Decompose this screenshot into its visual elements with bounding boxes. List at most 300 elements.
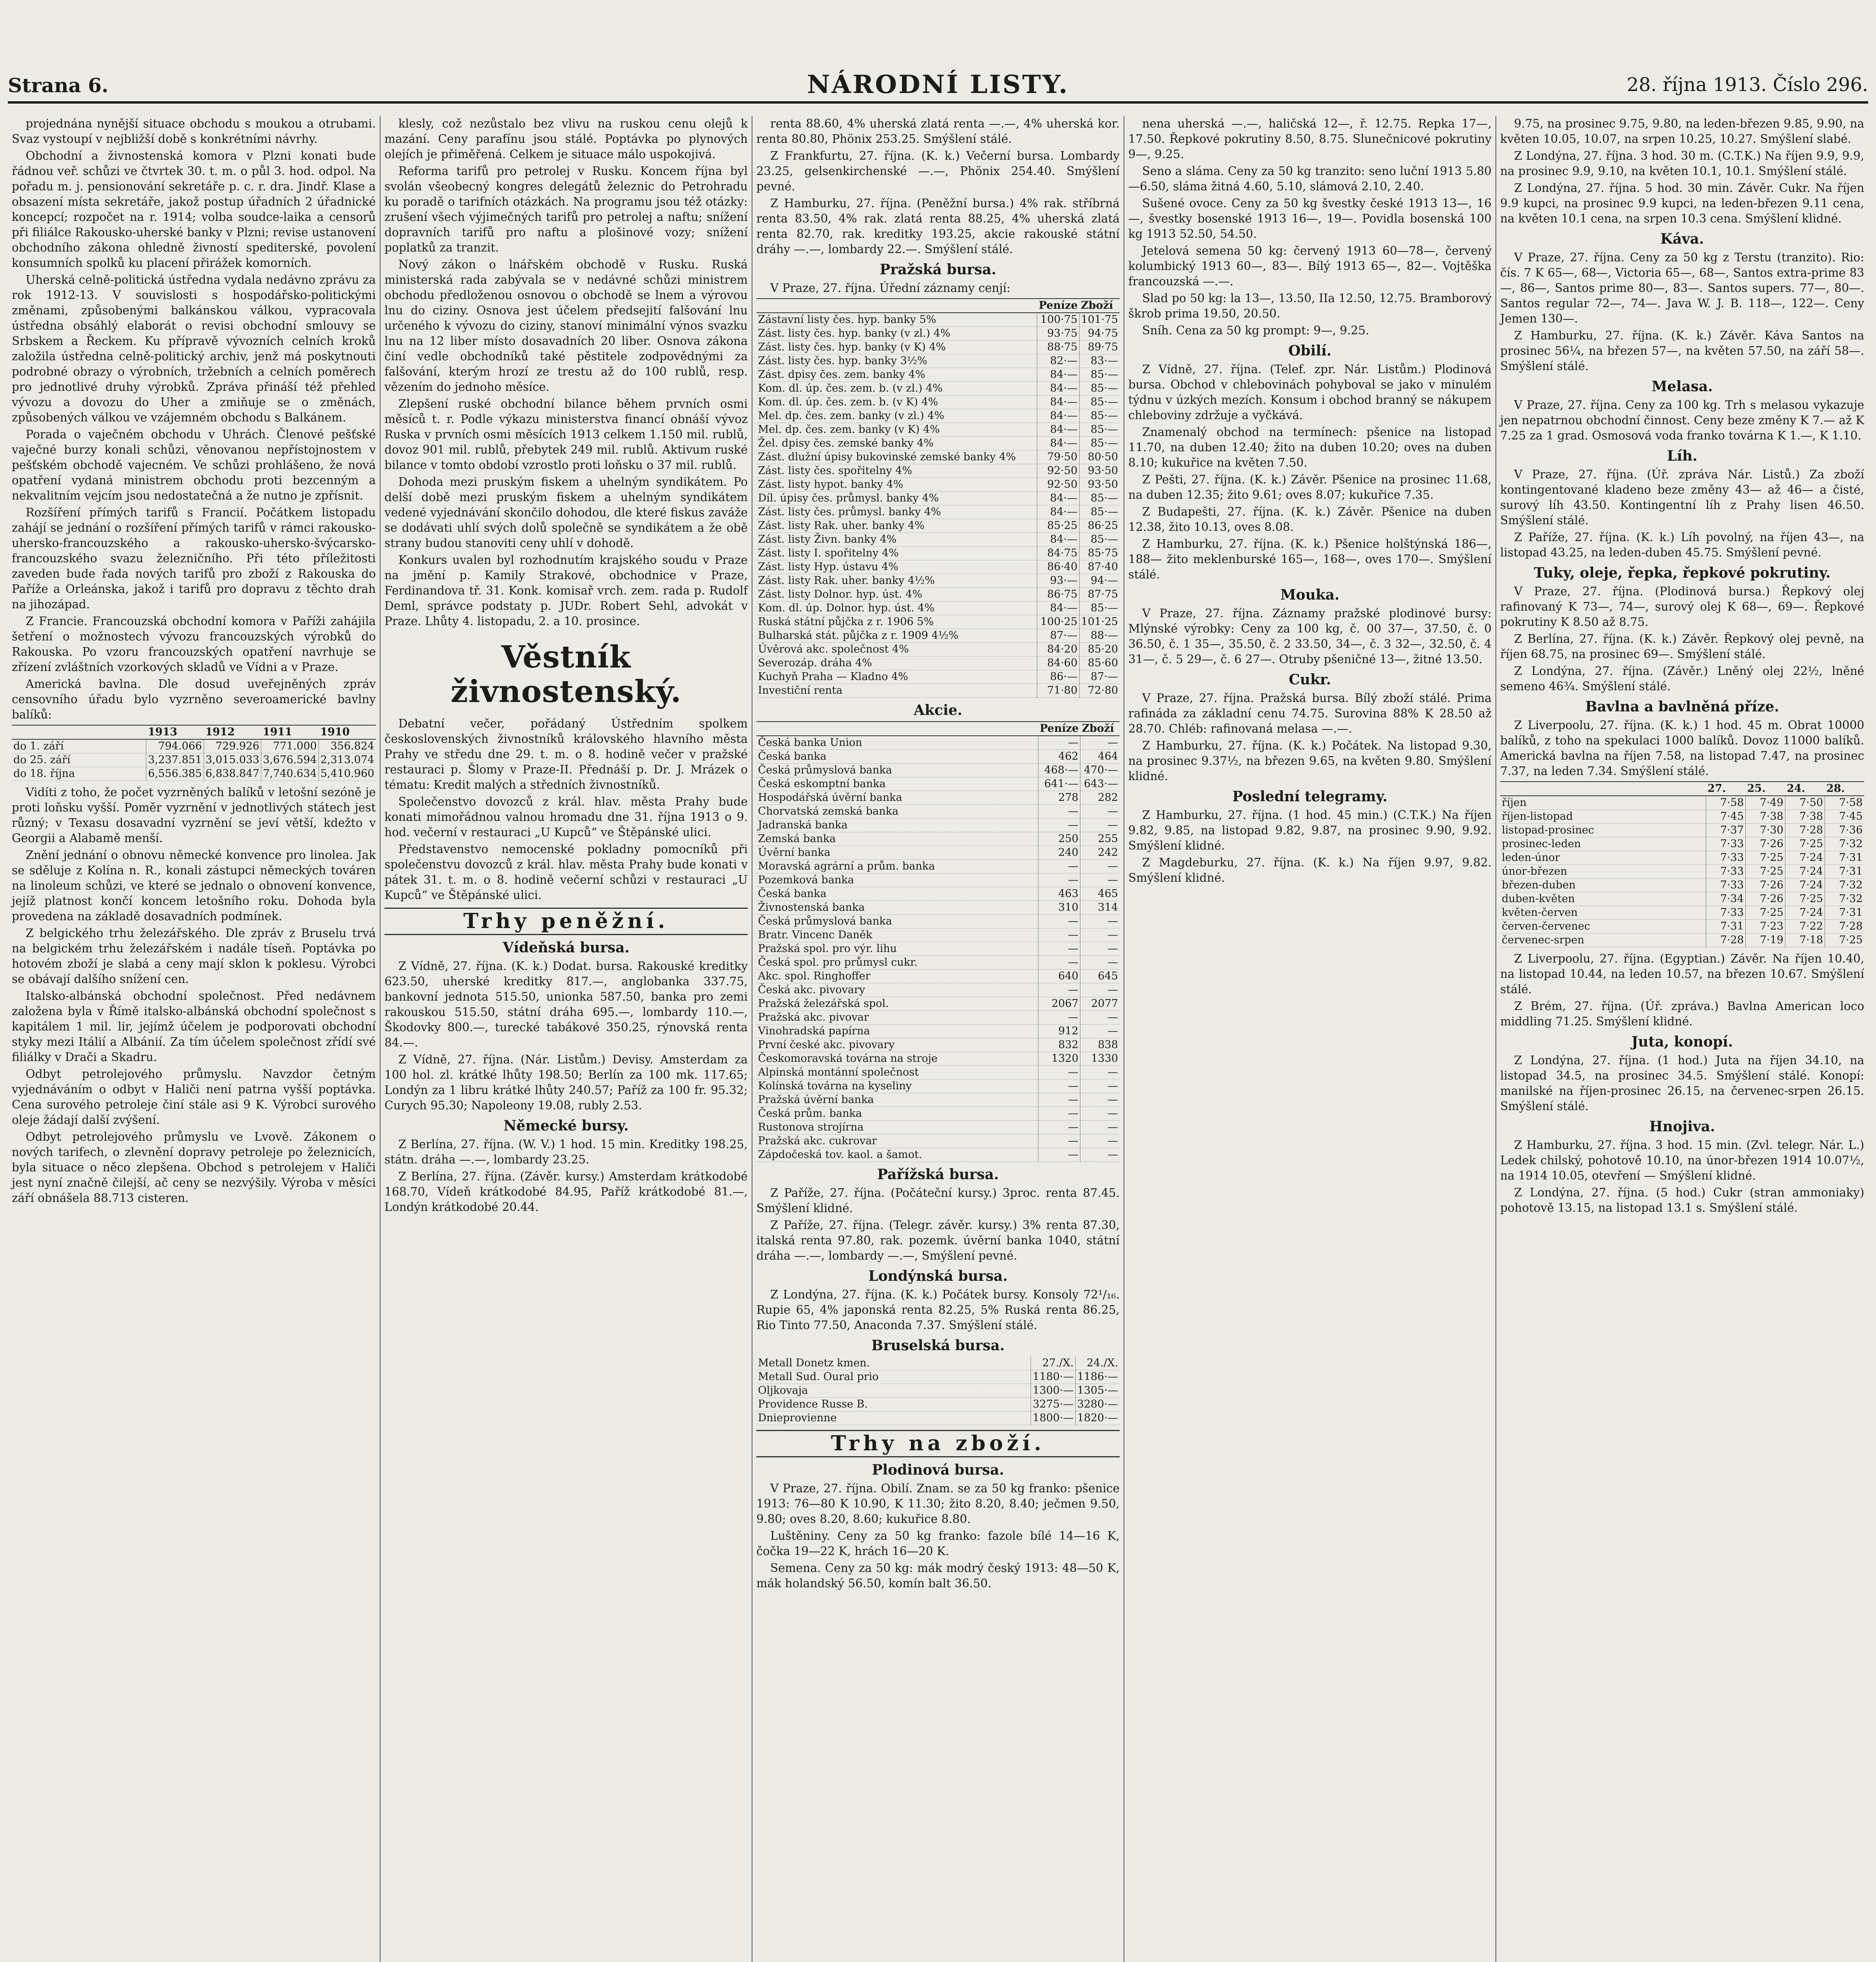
table-cell: První české akc. pivovary	[756, 1038, 1038, 1052]
table-cell: 7·33	[1706, 851, 1746, 865]
table-cell: Zást. listy čes. hyp. banky (v K) 4%	[756, 341, 1037, 354]
table-row	[756, 860, 1120, 873]
table-cell: listopad-prosinec	[1500, 824, 1706, 837]
table-cell: Žel. dpisy čes. zemské banky 4%	[756, 437, 1037, 450]
table-cell: 7·25	[1785, 837, 1825, 851]
article-paragraph: Z Hamburku, 27. října. 3 hod. 15 min. (Zvl. telegr. Nár. L.) Ledek chilský, pohotově 10.10, na únor-březen 1914 10.07½, na 1914 10.05, otevření — Smýšlení klidné.	[1500, 1138, 1864, 1182]
table-cell: —	[1080, 1011, 1120, 1025]
table-cell: 464	[1080, 750, 1120, 764]
table-row	[756, 1066, 1120, 1079]
table-cell: Pražská úvěrní banka	[756, 1093, 1038, 1107]
table-cell: 88·75	[1037, 341, 1079, 354]
table-cell: 83·—	[1079, 354, 1120, 368]
subsection-title: Pařížská bursa.	[877, 1166, 999, 1183]
table-cell: Zást. listy Dolnor. hyp. úst. 4%	[756, 588, 1037, 602]
table-cell: 7·26	[1746, 892, 1785, 906]
table-cell: 6,838.847	[204, 767, 261, 781]
table-cell: 250	[1038, 832, 1080, 846]
table-cell: 832	[1038, 1038, 1080, 1052]
table-cell: 87·40	[1079, 560, 1120, 574]
table-cell: Zást. listy čes. hyp. banky 3½%	[756, 354, 1037, 368]
article-paragraph: 9.75, na prosinec 9.75, 9.80, na leden-březen 9.85, 9.90, na květen 10.05, 10.07, na srpen 10.25, 10.27. Smýšlení slabé.	[1500, 117, 1864, 146]
table-cell: Alpinská montánní společnost	[756, 1066, 1038, 1079]
table-cell: 84·—	[1037, 423, 1079, 437]
table-row	[756, 805, 1120, 819]
table-cell: Metall Sud. Oural prio	[756, 1370, 1031, 1384]
table-cell: Zást. dpisy čes. zem. banky 4%	[756, 368, 1037, 382]
table-cell: 86·—	[1037, 670, 1079, 684]
table-cell: Zást. listy čes. hyp. banky (v zl.) 4%	[756, 327, 1037, 341]
table-header: 24.	[1785, 782, 1825, 796]
table-row	[756, 450, 1120, 464]
table-cell: 100·75	[1037, 313, 1079, 327]
table-cell: —	[1080, 983, 1120, 997]
table-cell: —	[1038, 983, 1080, 997]
table-cell: —	[1080, 1079, 1120, 1093]
table-cell: 85·—	[1079, 492, 1120, 505]
table-cell: Zemská banka	[756, 832, 1038, 846]
table-header	[756, 299, 1037, 313]
table-cell: 7·24	[1785, 851, 1825, 865]
table-cell: 85·—	[1079, 409, 1120, 423]
table-row	[756, 832, 1120, 846]
article-paragraph: Reforma tarifů pro petrolej v Rusku. Koncem října byl svolán všeobecný kongres delegátů železnic do Petrohradu ku poradě o tarifních otázkách. Na programu jsou též otázky: zrušení všech výjimečných tarifů pro petrolej a naftu; snížení dopravních tarifů pro naftu a plošinové vozy; snížení poplatků za tranzit.	[384, 164, 748, 254]
table-cell: 641·—	[1038, 777, 1080, 791]
subsection-title: Cukr.	[1289, 671, 1331, 688]
table-row	[1500, 810, 1864, 824]
table-cell: 356.824	[319, 739, 376, 753]
table-cell: 7·19	[1746, 934, 1785, 947]
table-row	[756, 684, 1120, 698]
table-cell: říjen	[1500, 796, 1706, 810]
table-row	[756, 533, 1120, 547]
table-header	[12, 725, 146, 739]
table-cell: —	[1080, 1121, 1120, 1134]
table-row	[756, 1370, 1120, 1384]
table-header: 27.	[1706, 782, 1746, 796]
article-paragraph: Rozšíření přímých tarifů s Francií. Počátkem listopadu zahájí se jednání o rozšíření přímých tarifů v rámci rakousko-uhersko-francouzského a rakousko-uhersko-švýcarsko-francouzského svazu železničního. Při této příležitosti zaveden bude řada nových tarifů pro zboží z Rakouska do Paříže a Orleánska, jakož i tarifů pro dopravu z těchto drah na jihozápad.	[12, 506, 376, 611]
table-row	[756, 928, 1120, 942]
article-paragraph: Odbyt petrolejového průmyslu ve Lvově. Zákonem o nových tarifech, o zlevnění dopravy petroleje po železnicích, byla situace o něco zlepšena. Obchod s petrolejem v Haliči jest nyní značně čilejší, ač ceny se nezvýšily. Výroba v měsíci září obnášela 88.713 cisteren.	[12, 1130, 376, 1205]
table-cell: Bratr. Vincenc Daněk	[756, 928, 1038, 942]
table-cell: do 1. září	[12, 739, 146, 753]
table-cell: 7·34	[1706, 892, 1746, 906]
subsection-title: Bruselská bursa.	[871, 1337, 1005, 1354]
table-cell: 7·25	[1746, 906, 1785, 920]
table-row	[12, 739, 376, 753]
table-cell: květen-červen	[1500, 906, 1706, 920]
table-row	[756, 736, 1120, 750]
table-cell: 79·50	[1037, 450, 1079, 464]
table-cell: Zást. dlužní úpisy bukovinské zemské banky 4%	[756, 450, 1037, 464]
table-row	[756, 643, 1120, 656]
table-cell: Investiční renta	[756, 684, 1037, 698]
table-cell: 7·25	[1746, 865, 1785, 879]
article-paragraph: Z Pešti, 27. října. (K. k.) Závěr. Pšenice na prosinec 11.68, na duben 12.35; žito 9.61; oves 8.07; kukuřice 7.35.	[1128, 473, 1492, 501]
column-2	[380, 116, 752, 1962]
table-row	[1500, 906, 1864, 920]
article-paragraph: Z Brém, 27. října. (Úř. zpráva.) Bavlna American loco middling 71.25. Smýšlení klidné.	[1500, 999, 1864, 1028]
table-cell: únor-březen	[1500, 865, 1706, 879]
table-cell: Rustonova strojírna	[756, 1121, 1038, 1134]
table-cell: Moravská agrární a prům. banka	[756, 860, 1038, 873]
subsection-title: Káva.	[1660, 231, 1704, 247]
table-cell: 1820·—	[1075, 1411, 1120, 1425]
table-cell: 7·31	[1825, 851, 1865, 865]
article-paragraph: Z Hamburku, 27. října. (Peněžní bursa.) 4% rak. stříbrná renta 83.50, 4% rak. zlatá renta 88.25, 4% uherská zlatá renta 82.70, rak. kreditky 193.25, akcie rakouské státní dráhy —.—, lombardy 22.—. Smýšlení stálé.	[756, 197, 1120, 256]
article-paragraph: Obchodní a živnostenská komora v Plzni konati bude řádnou veř. schůzi ve čtvrtek 30. t. m. o půl 3. hod. odpol. Na pořadu m. j. pensionování sekretáře p. c. r. dra. Jindř. Klase a obsazení místa sekretáře, jakož postup úřadních 2 úřadnické koncepcí; rozpočet na r. 1914; volba soudce-laika a censorů při filiálce Rakousko-uherské banky v Plzni; revise ustanovení obchodního zákona ohledně živností spediterské, povolení konsumních spolků ku placení přirážek komorních.	[12, 149, 376, 270]
table-cell: 240	[1038, 846, 1080, 860]
table-cell: 794.066	[146, 739, 204, 753]
table-cell: 7·24	[1785, 906, 1825, 920]
table-cell: 1320	[1038, 1052, 1080, 1066]
table-cell: 85·75	[1079, 547, 1120, 560]
table-cell: 7·32	[1825, 892, 1865, 906]
table-cell: 86·25	[1079, 519, 1120, 533]
table-cell: Česká eskomptní banka	[756, 777, 1038, 791]
table-header: 1912	[204, 725, 261, 739]
article-paragraph: klesly, což nezůstalo bez vlivu na ruskou cenu olejů k mazání. Ceny parafínu jsou stálé. Poptávka po plynových olejích je přiměřená. Celkem je situace málo uspokojivá.	[384, 117, 748, 161]
table-cell: 771.000	[261, 739, 319, 753]
table-cell: 912	[1038, 1025, 1080, 1038]
subsection-title: Melasa.	[1652, 378, 1713, 395]
table-cell: 7·58	[1825, 796, 1865, 810]
table-cell: 85·—	[1079, 602, 1120, 615]
table-cell: 85·20	[1079, 643, 1120, 656]
table-cell: 92·50	[1037, 478, 1079, 492]
article-paragraph: Společenstvo dovozců z král. hlav. města Prahy bude konati mimořádnou valnou hromadu dne 31. října 1913 o 9. hod. večerní v restauraci „U Kupců“ ve Štěpánské ulici.	[384, 795, 748, 839]
table-cell: Metall Donetz kmen.	[756, 1357, 1031, 1370]
table-cell: 93·50	[1079, 478, 1120, 492]
table-cell: Kolínská továrna na kyseliny	[756, 1079, 1038, 1093]
table-cell: 80·50	[1079, 450, 1120, 464]
column-4	[1124, 116, 1495, 1962]
table-cell: 465	[1080, 887, 1120, 901]
article-paragraph: Znamenalý obchod na termínech: pšenice na listopad 11.70, na duben 12.40; žito na duben 10.20; oves na duben 8.10; kukuřice na květen 7.50.	[1128, 425, 1492, 469]
table-cell: —	[1038, 819, 1080, 832]
table-cell: 3,237.851	[146, 753, 204, 767]
table-cell: 3275·—	[1031, 1398, 1075, 1411]
table-cell: 82·—	[1037, 354, 1079, 368]
table-row	[756, 1011, 1120, 1025]
table-cell: 3280·—	[1075, 1398, 1120, 1411]
table-cell: Kom. dl. úp. čes. zem. b. (v K) 4%	[756, 396, 1037, 409]
table-cell: —	[1038, 1134, 1080, 1148]
table-row	[756, 560, 1120, 574]
table-cell: —	[1038, 1107, 1080, 1121]
shares-table	[756, 721, 1120, 1162]
table-cell: 88·—	[1079, 629, 1120, 643]
table-cell: Zápdočeská tov. kaol. a šamot.	[756, 1148, 1038, 1162]
table-header: Peníze	[1037, 299, 1079, 313]
table-row	[756, 1107, 1120, 1121]
table-cell: 84·—	[1037, 533, 1079, 547]
table-cell: 463	[1038, 887, 1080, 901]
article-paragraph: Z Hamburku, 27. října. (K. k.) Závěr. Káva Santos na prosinec 56¼, na březen 57—, na květen 57.50, na září 58—. Smýšlení stálé.	[1500, 329, 1864, 373]
table-row	[756, 887, 1120, 901]
article-paragraph: Slad po 50 kg: la 13—, 13.50, IIa 12.50, 12.75. Bramborový škrob prima 19.50, 20.50.	[1128, 292, 1492, 320]
table-cell: 92·50	[1037, 464, 1079, 478]
issue-date: 28. října 1913. Číslo 296.	[1626, 74, 1868, 96]
article-paragraph: V Praze, 27. října. Záznamy pražské plodinové bursy: Mlýnské výrobky: Ceny za 100 kg, č. 00 37—, 37.50, č. 0 36.50, č. 1 35—, 35.50, č. 2 33.50, 34—, č. 3 32—, 32.50, č. 4 31—, č. 5 29—, č. 6 27—. Otruby pšeničné 13—, žitné 13.50.	[1128, 607, 1492, 666]
article-paragraph: Odbyt petrolejového průmyslu. Navzdor četným vyjednáváním o odbyt v Haliči není patrna vyšší poptávka. Cena surového petroleje činí stále asi 9 K. Výrobci surového oleje žádají další zvýšení.	[12, 1067, 376, 1127]
table-cell: —	[1038, 928, 1080, 942]
table-cell: 255	[1080, 832, 1120, 846]
table-cell: duben-květen	[1500, 892, 1706, 906]
table-cell: 2,313.074	[319, 753, 376, 767]
table-cell: leden-únor	[1500, 851, 1706, 865]
table-cell: Akc. spol. Ringhoffer	[756, 970, 1038, 983]
table-cell: 7·25	[1746, 851, 1785, 865]
article-paragraph: V Praze, 27. října. Pražská bursa. Bílý zboží stálé. Prima rafináda za základní cenu 74.75. Surovina 88% K 28.50 až 28.70. Chléb: rafinovaná melasa —.—.	[1128, 691, 1492, 735]
table-cell: Úvěrová akc. společnost 4%	[756, 643, 1037, 656]
table-cell: 7·33	[1706, 906, 1746, 920]
table-cell: 84·—	[1037, 602, 1079, 615]
table-cell: červen-červenec	[1500, 920, 1706, 934]
table-cell: 89·75	[1079, 341, 1120, 354]
table-row	[756, 942, 1120, 956]
article-paragraph: Z Frankfurtu, 27. října. (K. k.) Večerní bursa. Lombardy 23.25, gelsenkirchenské —.—, Phönix 254.40. Smýšlení pevné.	[756, 149, 1120, 193]
subsection-title: Vídeňská bursa.	[503, 939, 630, 956]
table-cell: —	[1038, 915, 1080, 928]
table-cell: 72·80	[1079, 684, 1120, 698]
table-row	[756, 997, 1120, 1011]
table-cell: —	[1080, 805, 1120, 819]
table-cell: —	[1038, 942, 1080, 956]
table-cell: Kuchyň Praha — Kladno 4%	[756, 670, 1037, 684]
table-cell: Zást. listy hypot. banky 4%	[756, 478, 1037, 492]
table-cell: Zást. listy Hyp. ústavu 4%	[756, 560, 1037, 574]
table-row	[756, 1357, 1120, 1370]
article-paragraph: Sníh. Cena za 50 kg prompt: 9—, 9.25.	[1142, 324, 1370, 337]
table-cell: 468·—	[1038, 764, 1080, 777]
article-paragraph: Z Vídně, 27. října. (K. k.) Dodat. bursa. Rakouské kreditky 623.50, uherské kreditky 817.—, anglobanka 337.75, bankovní jednota 515.50, unionka 587.50, banka pro zemi rakouskou 515.50, státní dráha 695.—, lombardy 110.—, Škodovky 800.—, turecké tabákové 350.25, rýnovská renta 84.—.	[384, 959, 748, 1049]
table-cell: říjen-listopad	[1500, 810, 1706, 824]
table-cell: —	[1080, 873, 1120, 887]
table-cell: Oljkovaja	[756, 1384, 1031, 1398]
table-row	[756, 656, 1120, 670]
article-paragraph: Z Magdeburku, 27. října. (K. k.) Na říjen 9.97, 9.82. Smýšlení klidné.	[1128, 856, 1492, 884]
table-row	[756, 970, 1120, 983]
table-cell: 93·—	[1037, 574, 1079, 588]
table-cell: —	[1080, 942, 1120, 956]
table-cell: —	[1080, 1134, 1120, 1148]
table-row	[12, 753, 376, 767]
table-cell: 6,556.385	[146, 767, 204, 781]
table-cell: 7·32	[1825, 879, 1865, 892]
subsection-title: Londýnská bursa.	[868, 1268, 1008, 1284]
table-header	[756, 722, 1038, 736]
table-row	[756, 409, 1120, 423]
cotton-table	[12, 725, 376, 781]
article-paragraph: Zlepšení ruské obchodní bilance během prvních osmi měsíců t. r. Podle výkazu ministerstva financí obnáší vývoz Ruska v prvních osmi měsících 1913 celkem 1.150 mil. rublů, dovoz 901 mil. rublů, přebytek 249 mil. rublů. Aktivum ruské bilance v tomto období vzrostlo proti loňsku o 37 mil. rublů.	[384, 397, 748, 472]
table-cell: 71·80	[1037, 684, 1079, 698]
table-row	[756, 1398, 1120, 1411]
table-row	[756, 873, 1120, 887]
table-row	[756, 750, 1120, 764]
masthead-title: NÁRODNÍ LISTY.	[807, 70, 1069, 99]
table-cell: —	[1080, 1066, 1120, 1079]
table-cell: 470·—	[1080, 764, 1120, 777]
table-row	[756, 341, 1120, 354]
table-cell: —	[1038, 1011, 1080, 1025]
table-row	[756, 1052, 1120, 1066]
table-cell: červenec-srpen	[1500, 934, 1706, 947]
columns	[8, 116, 1868, 1962]
table-row	[756, 615, 1120, 629]
table-cell: 85·—	[1079, 505, 1120, 519]
table-row	[756, 764, 1120, 777]
article-paragraph: Z Londýna, 27. října. (5 hod.) Cukr (stran ammoniaky) pohotově 13.15, na listopad 13.1 s. Smýšlení stálé.	[1500, 1186, 1864, 1214]
table-cell: 7,740.634	[261, 767, 319, 781]
table-cell: 87·—	[1079, 670, 1120, 684]
table-cell: 242	[1080, 846, 1120, 860]
table-cell: 838	[1080, 1038, 1120, 1052]
table-cell: 7·50	[1785, 796, 1825, 810]
table-cell: 86·75	[1037, 588, 1079, 602]
table-cell: 7·38	[1746, 810, 1785, 824]
article-paragraph: V Praze, 27. října. Úřední záznamy cenjí:	[770, 281, 1011, 295]
table-row	[756, 1148, 1120, 1162]
table-row	[756, 396, 1120, 409]
table-cell: 7·24	[1785, 865, 1825, 879]
table-cell: Bulharská stát. půjčka z r. 1909 4½%	[756, 629, 1037, 643]
article-paragraph: Z Londýna, 27. října. (Závěr.) Lněný olej 22½, lněné semeno 46¾. Smýšlení stálé.	[1500, 664, 1864, 693]
article-paragraph: Představenstvo nemocenské pokladny pomocníků při společenstvu dovozců z král. hlav. města Prahy bude konati v pátek 31. t. m. o 8. hodině večerní schůzi v restauraci „U Kupců“ ve Štěpánské ulici.	[384, 842, 748, 902]
table-cell: Mel. dp. čes. zem. banky (v K) 4%	[756, 423, 1037, 437]
table-cell: —	[1038, 1148, 1080, 1162]
table-cell: —	[1080, 860, 1120, 873]
table-cell: 314	[1080, 901, 1120, 915]
table-row	[1500, 865, 1864, 879]
article-paragraph: V Praze, 27. října. Ceny za 50 kg z Terstu (tranzito). Rio: čís. 7 K 65—, 68—, Victoria 65—, 68—, Santos extra-prime 83—, 86—, Santos prime 80—, 83—. Santos supers. 77—, 80—. Santos regular 72—, 74—. Java W. J. B. 118—, 122—. Ceny Jemen 130—.	[1500, 251, 1864, 325]
table-cell: Ruská státní půjčka z r. 1906 5%	[756, 615, 1037, 629]
table-cell: 7·22	[1785, 920, 1825, 934]
table-cell: —	[1080, 819, 1120, 832]
subsection-title: Juta, konopí.	[1631, 1034, 1733, 1050]
table-cell: 7·31	[1825, 865, 1865, 879]
table-cell: do 18. října	[12, 767, 146, 781]
table-row	[756, 1121, 1120, 1134]
table-row	[756, 354, 1120, 368]
table-cell: 7·26	[1746, 879, 1785, 892]
table-cell: 645	[1080, 970, 1120, 983]
article-paragraph: Z Berlína, 27. října. (W. V.) 1 hod. 15 min. Kreditky 198.25, státn. dráha —.—, lombardy 23.25.	[384, 1138, 748, 1166]
table-cell: Česká průmyslová banka	[756, 915, 1038, 928]
article-paragraph: Z Londýna, 27. října. (1 hod.) Juta na říjen 34.10, na listopad 34.5, na prosinec 34.5. Smýšlení stálé. Konopí: manilské na říjen-prosinec 26.15, na červenec-srpen 26.15. Smýšlení stálé.	[1500, 1054, 1864, 1113]
subsection-title: Mouka.	[1280, 587, 1340, 603]
prague-bourse-table	[756, 298, 1120, 698]
column-3	[752, 116, 1124, 1962]
subsection-title: Německé bursy.	[503, 1118, 629, 1134]
table-cell: 7·45	[1825, 810, 1865, 824]
table-cell: —	[1080, 1025, 1120, 1038]
article-paragraph: Italsko-albánská obchodní společnost. Před nedávnem založena byla v Římě italsko-albánská obchodní společnost s kapitálem 1 mil. lir, jejímž účelem je podporovati obchodní styky mezi Itálií a Albánií. Za tím účelem společnost zřídí své filiálky v Drači a Skadru.	[12, 989, 376, 1064]
table-cell: —	[1038, 805, 1080, 819]
subsection-title: Tuky, oleje, řepka, řepkové pokrutiny.	[1534, 565, 1831, 581]
table-row	[1500, 892, 1864, 906]
table-cell: 100·25	[1037, 615, 1079, 629]
table-cell: —	[1038, 956, 1080, 970]
table-cell: —	[1080, 928, 1120, 942]
page-header	[8, 70, 1868, 104]
table-row	[756, 915, 1120, 928]
article-paragraph: Z Paříže, 27. října. (Počáteční kursy.) 3proc. renta 87.45. Smýšlení klidné.	[756, 1186, 1120, 1215]
table-row	[756, 1134, 1120, 1148]
table-cell: 1180·—	[1031, 1370, 1075, 1384]
table-cell: 5,410.960	[319, 767, 376, 781]
table-cell: Severozáp. dráha 4%	[756, 656, 1037, 670]
article-paragraph: Z Budapešti, 27. října. (K. k.) Závěr. Pšenice na duben 12.38, žito 10.13, oves 8.08.	[1128, 505, 1492, 534]
table-row	[756, 464, 1120, 478]
table-cell: 86·40	[1037, 560, 1079, 574]
table-cell: Hospodářská úvěrní banka	[756, 791, 1038, 805]
table-cell: 3,676.594	[261, 753, 319, 767]
table-header: 25.	[1746, 782, 1785, 796]
table-cell: 85·—	[1079, 368, 1120, 382]
table-cell: —	[1080, 1093, 1120, 1107]
table-cell: 85·—	[1079, 533, 1120, 547]
table-cell: Mel. dp. čes. zem. banky (v zl.) 4%	[756, 409, 1037, 423]
table-cell: 7·25	[1785, 892, 1825, 906]
table-cell: 84·—	[1037, 505, 1079, 519]
article-paragraph: Z belgického trhu železářského. Dle zpráv z Bruselu trvá na belgickém trhu železářském i nadále tíseň. Poptávka po hotovém zboží je slabá a ceny mají sklon k poklesu. Výrobci se obávají dalšího snížení cen.	[12, 926, 376, 986]
article-paragraph: Uherská celně-politická ústředna vydala nedávno zprávu za rok 1912-13. V souvislosti s hospodářsko-politickými změnami, způsobenými balkánskou válkou, vypracovala ústředna obsáhlý elaborát o revisi obchodní smlouvy se Srbskem a Řeckem. Ku přípravě vývozních celních kroků založila ústředna celně-politický archiv, jenž má poskytnouti podrobné obrazy o výrobních, tržebních a celních poměrech pro jednotlivé druhy výrobků. Zpráva přináší též přehled vývozu a dovozu do Uher a zmiňuje se o změnách, způsobených válkou ve vzájemném obchodu s Balkánem.	[12, 273, 376, 424]
article-paragraph: Semena. Ceny za 50 kg: mák modrý český 1913: 48—50 K, mák holandský 56.50, komín balt 36.50.	[756, 1561, 1120, 1590]
table-cell: 3,015.033	[204, 753, 261, 767]
table-cell: 101·75	[1079, 313, 1120, 327]
article-paragraph: Debatní večer, pořádaný Ústředním spolkem československých živnostníků královského hlavního města Prahy ve středu dne 29. t. m. o 8. hodině večer v pražské restauraci p. Šlomy v Praze-II. Přednáší p. Dr. J. Mrázek o tématu: Kredit malých a středních živnostníků.	[384, 717, 748, 791]
table-row	[1500, 879, 1864, 892]
table-cell: Česká spol. pro průmysl cukr.	[756, 956, 1038, 970]
table-cell: Pražská akc. pivovar	[756, 1011, 1038, 1025]
table-cell: 94·—	[1079, 574, 1120, 588]
table-cell: 84·20	[1037, 643, 1079, 656]
table-cell: 85·—	[1079, 382, 1120, 396]
article-paragraph: Sušené ovoce. Ceny za 50 kg švestky české 1913 13—, 16—, švestky bosenské 1913 16—, 19—. Povidla bosenská 100 kg 1913 52.50, 54.50.	[1128, 197, 1492, 241]
table-header: Peníze	[1038, 722, 1080, 736]
table-cell: 2077	[1080, 997, 1120, 1011]
table-cell: 84·—	[1037, 368, 1079, 382]
article-paragraph: Z Hamburku, 27. října. (1 hod. 45 min.) (C.T.K.) Na říjen 9.82, 9.85, na listopad 9.82, 9.87, na prosinec 9.90, 9.92. Smýšlení klidné.	[1128, 808, 1492, 852]
table-cell: —	[1080, 956, 1120, 970]
article-paragraph: Americká bavlna. Dle dosud uveřejněných zpráv censovního úřadu bylo vyzrněno severoamerické bavlny balíků:	[12, 677, 376, 721]
table-row	[756, 368, 1120, 382]
subsection-title: Bavlna a bavlněná příze.	[1585, 698, 1779, 715]
column-1	[8, 116, 380, 1962]
subsection-title: Hnojiva.	[1649, 1118, 1715, 1135]
table-cell: 7·33	[1706, 837, 1746, 851]
article-paragraph: Seno a sláma. Ceny za 50 kg tranzito: seno luční 1913 5.80—6.50, sláma žitná 4.60, 5.10, slámová 2.10, 2.40.	[1128, 164, 1492, 193]
table-cell: 84·75	[1037, 547, 1079, 560]
table-cell: 84·—	[1037, 409, 1079, 423]
article-paragraph: Z Liverpoolu, 27. října. (Egyptian.) Závěr. Na říjen 10.40, na listopad 10.44, na leden 10.57, na březen 10.67. Smýšlení stálé.	[1500, 952, 1864, 996]
table-row	[756, 574, 1120, 588]
table-cell: 7·38	[1785, 810, 1825, 824]
article-paragraph: Jetelová semena 50 kg: červený 1913 60—78—, červený kolumbický 1913 60—, 83—. Bílý 1913 65—, 82—. Vojtěška francouzská —.—.	[1128, 244, 1492, 288]
table-cell: Zást. listy čes. spořitelny 4%	[756, 464, 1037, 478]
table-row	[756, 505, 1120, 519]
table-row	[756, 1384, 1120, 1398]
table-cell: Úvěrní banka	[756, 846, 1038, 860]
table-cell: Českomoravská továrna na stroje	[756, 1052, 1038, 1066]
section-title-trhy-zbozi: Trhy na zboží.	[756, 1430, 1120, 1457]
table-cell: 7·26	[1746, 837, 1785, 851]
table-cell: Česká banka Union	[756, 736, 1038, 750]
subsection-title: Líh.	[1667, 448, 1698, 464]
article-paragraph: Dohoda mezi pruským fiskem a uhelným syndikátem. Po delší době mezi pruským fiskem a uhelným syndikátem vedené vyjednávání skončilo dohodou, dle které fiskus zaváže se dodávati uhlí svých dolů společně se syndikátem a že obě strany budou stanoviti ceny uhlí v dohodě.	[384, 475, 748, 550]
article-paragraph: Z Berlína, 27. října. (Závěr. kursy.) Amsterdam krátkodobé 168.70, Vídeň krátkodobé 84.95, Paříž krátkodobé 81.—, Londýn krátkodobé 20.44.	[384, 1170, 748, 1214]
